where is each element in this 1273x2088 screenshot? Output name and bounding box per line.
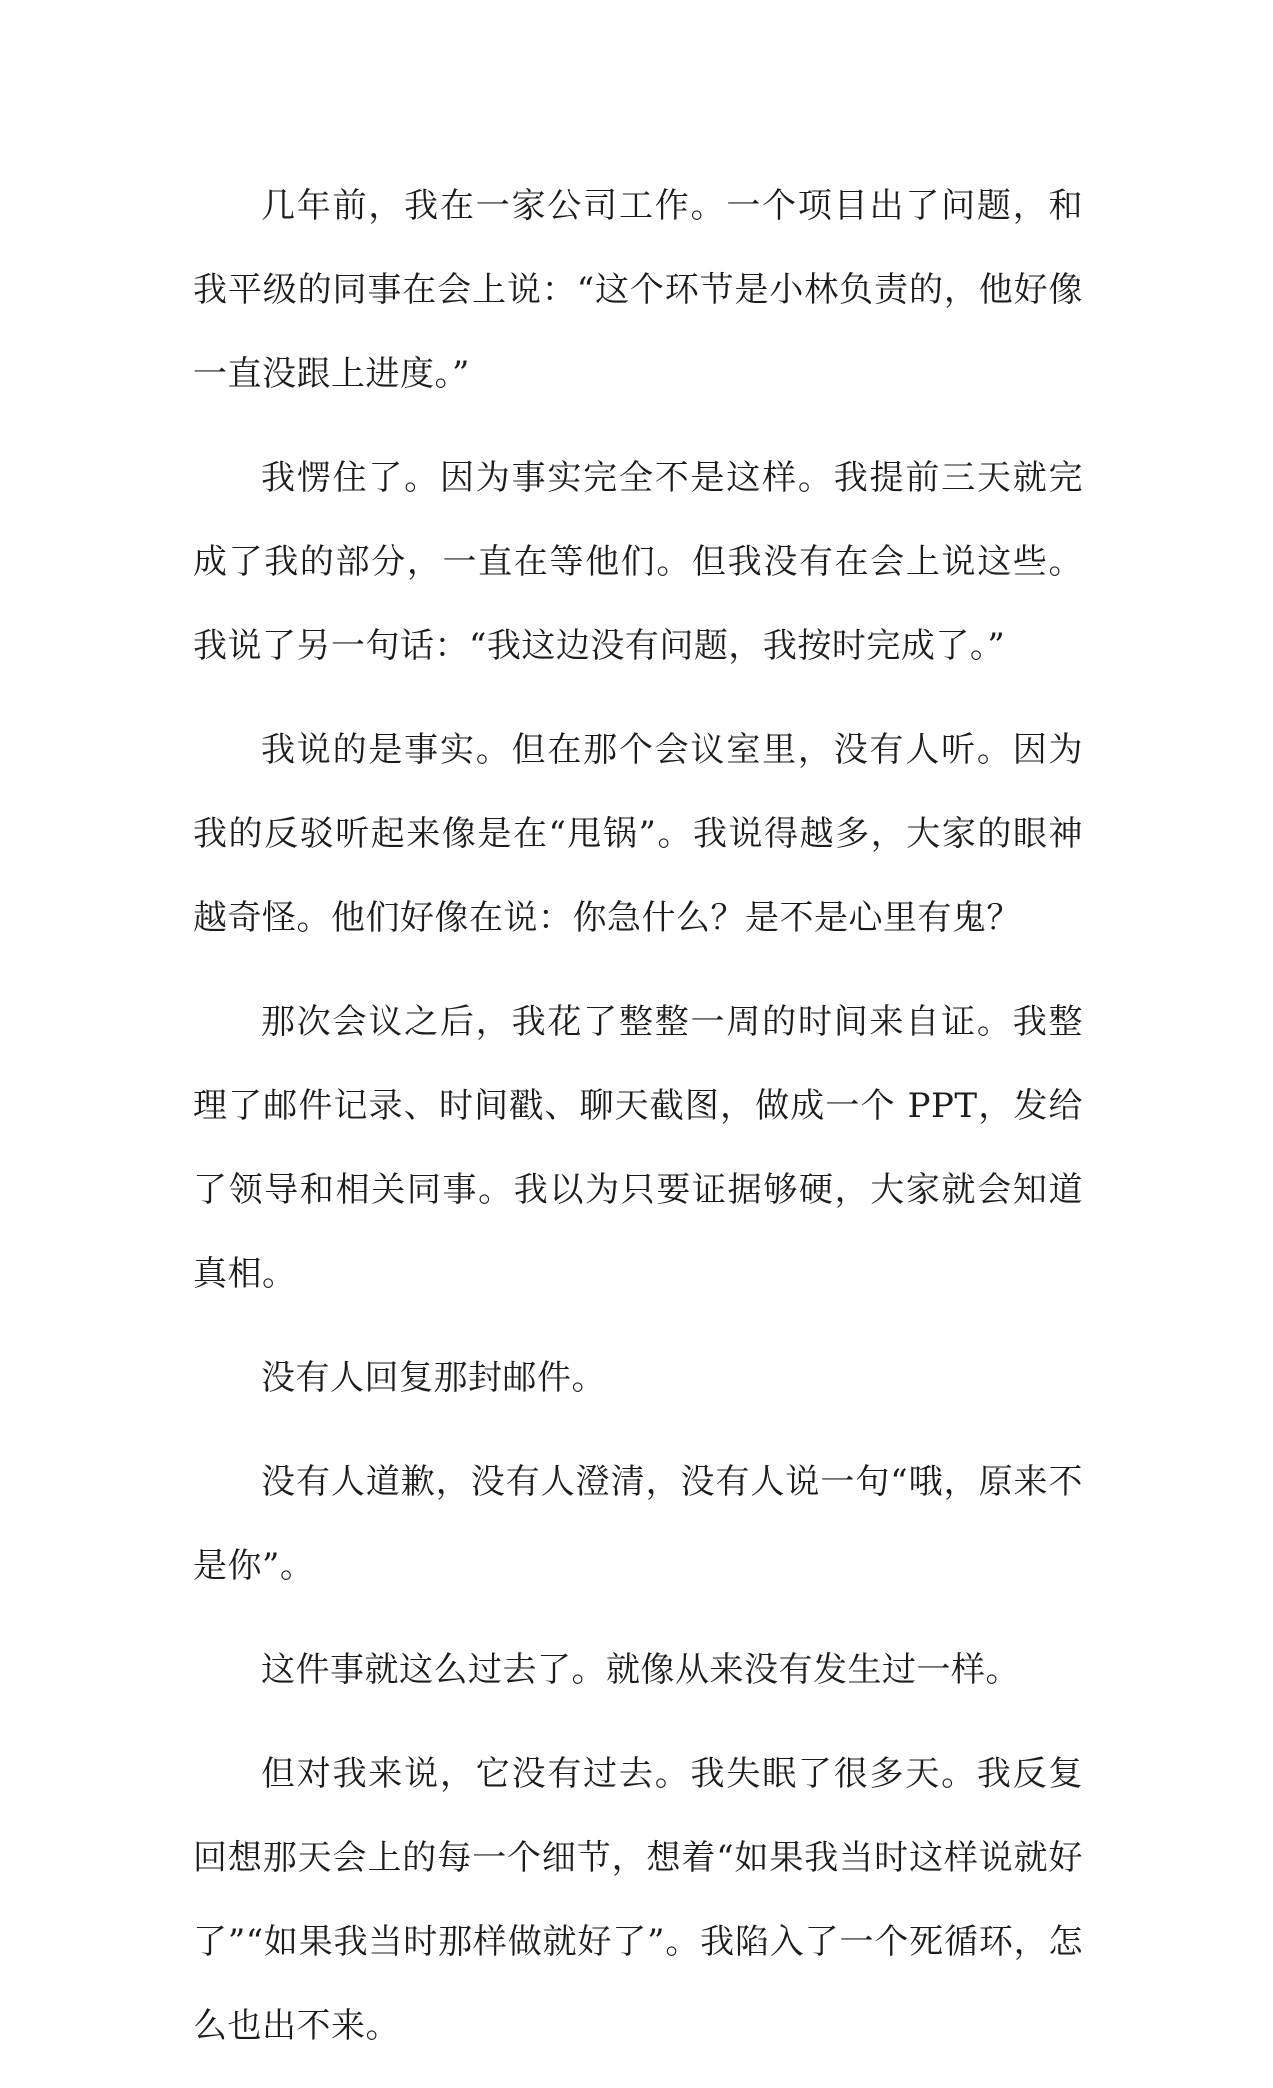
paragraph: 几年前，我在一家公司工作。一个项目出了问题，和我平级的同事在会上说：“这个环节是小林负责的，他好像一直没跟上进度。” [193, 186, 1083, 394]
paragraph: 没有人道歉，没有人澄清，没有人说一句“哦，原来不是你”。 [193, 1462, 1083, 1586]
paragraph: 没有人回复那封邮件。 [261, 1358, 606, 1398]
document-body [193, 164, 1083, 2088]
paragraph: 那次会议之后，我花了整整一周的时间来自证。我整理了邮件记录、时间戳、聊天截图，做成一个 PPT，发给了领导和相关同事。我以为只要证据够硬，大家就会知道真相。 [193, 1002, 1083, 1294]
paragraph: 我愣住了。因为事实完全不是这样。我提前三天就完成了我的部分，一直在等他们。但我没有在会上说这些。我说了另一句话：“我这边没有问题，我按时完成了。” [193, 458, 1083, 666]
paragraph: 但对我来说，它没有过去。我失眠了很多天。我反复回想那天会上的每一个细节，想着“如果我当时这样说就好了”“如果我当时那样做就好了”。我陷入了一个死循环，怎么也出不来。 [193, 1754, 1083, 2046]
paragraph: 我说的是事实。但在那个会议室里，没有人听。因为我的反驳听起来像是在“甩锅”。我说得越多，大家的眼神越奇怪。他们好像在说：你急什么？是不是心里有鬼？ [193, 730, 1083, 938]
paragraph: 这件事就这么过去了。就像从来没有发生过一样。 [261, 1650, 1020, 1690]
